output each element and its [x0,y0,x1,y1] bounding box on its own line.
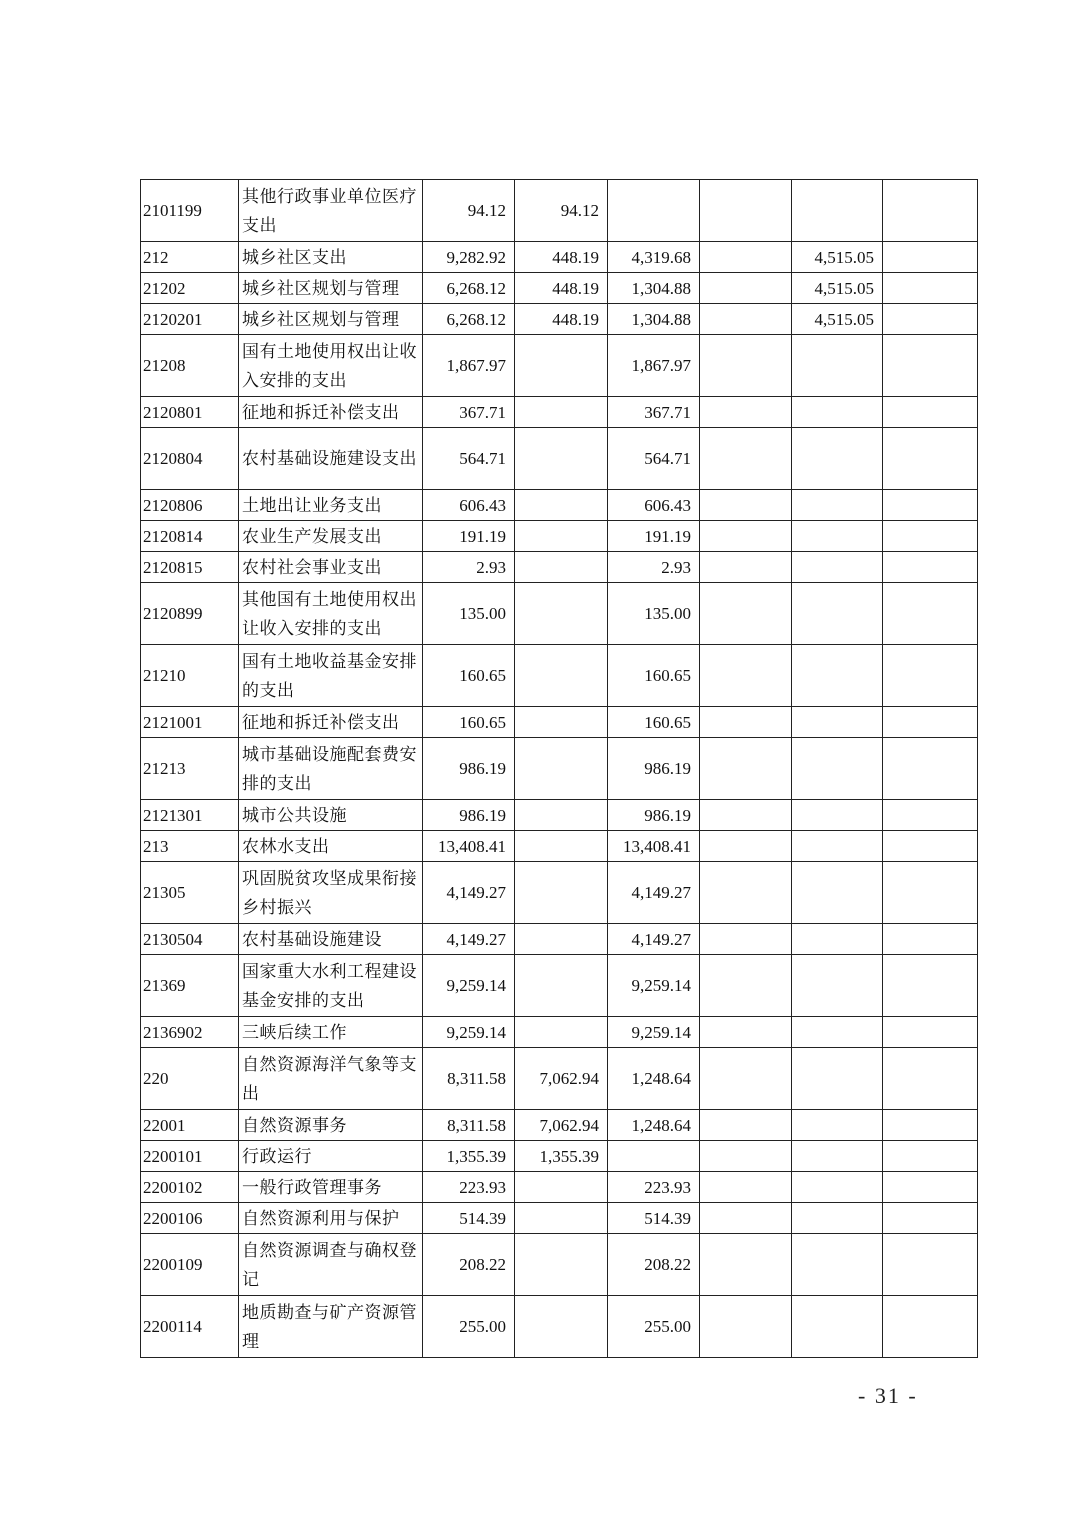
table-row [141,428,978,490]
cell-code: 21369 [141,955,239,1017]
cell-name: 农村社会事业支出 [239,552,423,583]
table-row [141,645,978,707]
cell-col-3: 2.93 [608,552,700,583]
cell-col-3: 13,408.41 [608,831,700,862]
table-row [141,1234,978,1296]
cell-col-4 [700,180,792,242]
cell-name: 其他行政事业单位医疗支出 [239,180,423,242]
cell-col-6 [883,1017,978,1048]
cell-name: 土地出让业务支出 [239,490,423,521]
cell-name: 国家重大水利工程建设基金安排的支出 [239,955,423,1017]
cell-col-2: 7,062.94 [515,1110,608,1141]
cell-col-4 [700,831,792,862]
cell-col-1: 94.12 [423,180,515,242]
cell-col-4 [700,955,792,1017]
cell-col-4 [700,583,792,645]
cell-col-2: 448.19 [515,273,608,304]
cell-col-2 [515,738,608,800]
cell-col-6 [883,304,978,335]
cell-col-4 [700,738,792,800]
table-row [141,924,978,955]
cell-name: 一般行政管理事务 [239,1172,423,1203]
cell-col-3: 9,259.14 [608,1017,700,1048]
cell-col-5 [792,335,883,397]
cell-name: 征地和拆迁补偿支出 [239,707,423,738]
cell-col-3: 564.71 [608,428,700,490]
cell-col-3: 9,259.14 [608,955,700,1017]
table-row [141,304,978,335]
table-row [141,1203,978,1234]
cell-col-3 [608,180,700,242]
cell-col-1: 160.65 [423,645,515,707]
cell-col-2: 448.19 [515,304,608,335]
cell-col-1: 135.00 [423,583,515,645]
cell-code: 2200106 [141,1203,239,1234]
cell-col-3: 1,867.97 [608,335,700,397]
cell-col-3: 255.00 [608,1296,700,1358]
cell-col-2 [515,831,608,862]
cell-col-4 [700,1234,792,1296]
cell-col-5 [792,397,883,428]
table-row [141,738,978,800]
cell-col-6 [883,645,978,707]
page-number: - 31 - [858,1383,918,1408]
cell-col-6 [883,955,978,1017]
cell-code: 2121001 [141,707,239,738]
table-row [141,955,978,1017]
cell-name: 自然资源调查与确权登记 [239,1234,423,1296]
cell-name: 城市基础设施配套费安排的支出 [239,738,423,800]
cell-col-3: 4,149.27 [608,862,700,924]
cell-col-1: 367.71 [423,397,515,428]
cell-col-6 [883,583,978,645]
cell-name: 三峡后续工作 [239,1017,423,1048]
cell-col-5 [792,552,883,583]
cell-code: 2120814 [141,521,239,552]
cell-name: 农村基础设施建设 [239,924,423,955]
cell-col-4 [700,397,792,428]
cell-col-2 [515,1296,608,1358]
table-row [141,242,978,273]
cell-col-1: 191.19 [423,521,515,552]
cell-col-1: 564.71 [423,428,515,490]
cell-code: 21202 [141,273,239,304]
cell-col-3: 4,149.27 [608,924,700,955]
cell-code: 21210 [141,645,239,707]
table-row [141,397,978,428]
cell-code: 2101199 [141,180,239,242]
cell-col-5: 4,515.05 [792,273,883,304]
cell-col-4 [700,707,792,738]
cell-col-4 [700,645,792,707]
cell-col-5 [792,1172,883,1203]
cell-code: 220 [141,1048,239,1110]
cell-col-5 [792,1234,883,1296]
cell-code: 2120804 [141,428,239,490]
cell-col-6 [883,1048,978,1110]
cell-col-5 [792,955,883,1017]
cell-code: 21213 [141,738,239,800]
cell-col-2: 448.19 [515,242,608,273]
cell-col-3: 4,319.68 [608,242,700,273]
cell-col-5 [792,1048,883,1110]
cell-code: 21208 [141,335,239,397]
cell-col-5 [792,583,883,645]
cell-col-1: 4,149.27 [423,862,515,924]
cell-col-1: 9,282.92 [423,242,515,273]
cell-col-2 [515,924,608,955]
cell-col-2: 7,062.94 [515,1048,608,1110]
cell-col-5 [792,924,883,955]
cell-col-1: 6,268.12 [423,304,515,335]
cell-col-3: 191.19 [608,521,700,552]
cell-col-6 [883,924,978,955]
cell-col-5 [792,738,883,800]
cell-col-4 [700,428,792,490]
cell-name: 城乡社区支出 [239,242,423,273]
table-row [141,831,978,862]
cell-col-1: 6,268.12 [423,273,515,304]
cell-col-2: 94.12 [515,180,608,242]
cell-name: 农林水支出 [239,831,423,862]
cell-col-5 [792,180,883,242]
table-row [141,583,978,645]
cell-col-6 [883,862,978,924]
cell-col-5 [792,1110,883,1141]
cell-col-2 [515,1234,608,1296]
cell-col-1: 9,259.14 [423,1017,515,1048]
table-row [141,1110,978,1141]
cell-name: 国有土地收益基金安排的支出 [239,645,423,707]
cell-col-2 [515,1203,608,1234]
cell-col-4 [700,800,792,831]
cell-name: 国有土地使用权出让收入安排的支出 [239,335,423,397]
cell-col-2 [515,490,608,521]
cell-col-2 [515,955,608,1017]
cell-col-6 [883,335,978,397]
cell-col-2 [515,428,608,490]
cell-col-4 [700,1203,792,1234]
cell-name: 农业生产发展支出 [239,521,423,552]
cell-col-3: 1,304.88 [608,304,700,335]
table-row [141,335,978,397]
cell-col-4 [700,521,792,552]
cell-col-2 [515,1172,608,1203]
table-row [141,521,978,552]
table-row [141,1172,978,1203]
cell-code: 2200101 [141,1141,239,1172]
cell-col-1: 986.19 [423,738,515,800]
table-row [141,707,978,738]
table-row [141,1048,978,1110]
cell-col-1: 1,867.97 [423,335,515,397]
table-row [141,180,978,242]
cell-col-5 [792,800,883,831]
cell-col-5 [792,490,883,521]
cell-col-2 [515,1017,608,1048]
cell-code: 2200109 [141,1234,239,1296]
cell-col-1: 160.65 [423,707,515,738]
cell-col-2 [515,707,608,738]
cell-name: 行政运行 [239,1141,423,1172]
cell-col-1: 208.22 [423,1234,515,1296]
cell-code: 2120899 [141,583,239,645]
cell-col-4 [700,1110,792,1141]
cell-code: 2120806 [141,490,239,521]
cell-col-4 [700,273,792,304]
cell-col-4 [700,1141,792,1172]
table-row [141,273,978,304]
cell-col-4 [700,304,792,335]
cell-col-3: 160.65 [608,645,700,707]
cell-col-3: 208.22 [608,1234,700,1296]
cell-col-3: 367.71 [608,397,700,428]
cell-col-6 [883,1141,978,1172]
cell-name: 城乡社区规划与管理 [239,304,423,335]
cell-name: 地质勘查与矿产资源管理 [239,1296,423,1358]
cell-col-6 [883,397,978,428]
cell-col-2 [515,521,608,552]
cell-name: 自然资源海洋气象等支出 [239,1048,423,1110]
cell-col-6 [883,1234,978,1296]
cell-col-5 [792,1203,883,1234]
cell-code: 2120201 [141,304,239,335]
cell-col-6 [883,1172,978,1203]
table-row [141,490,978,521]
cell-col-6 [883,707,978,738]
cell-col-2 [515,862,608,924]
cell-col-4 [700,242,792,273]
cell-col-6 [883,1296,978,1358]
cell-col-5 [792,1017,883,1048]
cell-code: 2120815 [141,552,239,583]
cell-col-5 [792,1141,883,1172]
cell-col-3: 160.65 [608,707,700,738]
cell-col-1: 9,259.14 [423,955,515,1017]
cell-col-6 [883,1110,978,1141]
cell-code: 21305 [141,862,239,924]
cell-col-3: 986.19 [608,738,700,800]
cell-col-6 [883,521,978,552]
cell-name: 城市公共设施 [239,800,423,831]
cell-col-5: 4,515.05 [792,304,883,335]
cell-col-1: 2.93 [423,552,515,583]
cell-col-1: 514.39 [423,1203,515,1234]
cell-col-6 [883,738,978,800]
cell-code: 2136902 [141,1017,239,1048]
cell-col-5 [792,521,883,552]
table-row [141,1296,978,1358]
cell-name: 城乡社区规划与管理 [239,273,423,304]
cell-col-2: 1,355.39 [515,1141,608,1172]
cell-col-6 [883,273,978,304]
cell-col-3: 135.00 [608,583,700,645]
cell-col-4 [700,552,792,583]
cell-col-5 [792,862,883,924]
cell-col-3: 1,304.88 [608,273,700,304]
cell-code: 2121301 [141,800,239,831]
cell-col-2 [515,800,608,831]
cell-col-5 [792,645,883,707]
cell-col-5 [792,831,883,862]
cell-col-5 [792,428,883,490]
cell-col-1: 255.00 [423,1296,515,1358]
cell-name: 征地和拆迁补偿支出 [239,397,423,428]
cell-col-5 [792,707,883,738]
cell-col-3: 1,248.64 [608,1110,700,1141]
cell-col-2 [515,335,608,397]
cell-col-4 [700,1172,792,1203]
cell-col-2 [515,645,608,707]
cell-col-4 [700,1048,792,1110]
cell-col-1: 8,311.58 [423,1048,515,1110]
cell-code: 2200102 [141,1172,239,1203]
cell-col-4 [700,924,792,955]
cell-col-6 [883,1203,978,1234]
cell-col-5: 4,515.05 [792,242,883,273]
cell-col-4 [700,335,792,397]
cell-col-3: 514.39 [608,1203,700,1234]
cell-col-4 [700,862,792,924]
cell-col-4 [700,1296,792,1358]
cell-name: 其他国有土地使用权出让收入安排的支出 [239,583,423,645]
cell-col-1: 606.43 [423,490,515,521]
cell-col-6 [883,428,978,490]
cell-col-1: 223.93 [423,1172,515,1203]
cell-col-1: 13,408.41 [423,831,515,862]
cell-code: 22001 [141,1110,239,1141]
cell-col-6 [883,831,978,862]
cell-col-4 [700,490,792,521]
table-row [141,1017,978,1048]
cell-col-6 [883,552,978,583]
cell-col-2 [515,552,608,583]
cell-code: 2130504 [141,924,239,955]
cell-col-3: 1,248.64 [608,1048,700,1110]
cell-col-1: 8,311.58 [423,1110,515,1141]
cell-name: 自然资源利用与保护 [239,1203,423,1234]
cell-col-1: 4,149.27 [423,924,515,955]
cell-col-3: 606.43 [608,490,700,521]
cell-col-6 [883,490,978,521]
table-row [141,1141,978,1172]
cell-col-3 [608,1141,700,1172]
cell-col-6 [883,180,978,242]
cell-code: 2120801 [141,397,239,428]
cell-col-6 [883,800,978,831]
cell-col-2 [515,397,608,428]
table-row [141,862,978,924]
cell-col-1: 1,355.39 [423,1141,515,1172]
cell-name: 农村基础设施建设支出 [239,428,423,490]
table-body [141,180,978,1358]
cell-code: 212 [141,242,239,273]
cell-col-1: 986.19 [423,800,515,831]
cell-code: 2200114 [141,1296,239,1358]
cell-name: 巩固脱贫攻坚成果衔接乡村振兴 [239,862,423,924]
cell-col-2 [515,583,608,645]
budget-table [140,179,978,1358]
cell-col-3: 223.93 [608,1172,700,1203]
table-row [141,552,978,583]
cell-name: 自然资源事务 [239,1110,423,1141]
cell-code: 213 [141,831,239,862]
cell-col-6 [883,242,978,273]
cell-col-4 [700,1017,792,1048]
cell-col-3: 986.19 [608,800,700,831]
table-row [141,800,978,831]
cell-col-5 [792,1296,883,1358]
